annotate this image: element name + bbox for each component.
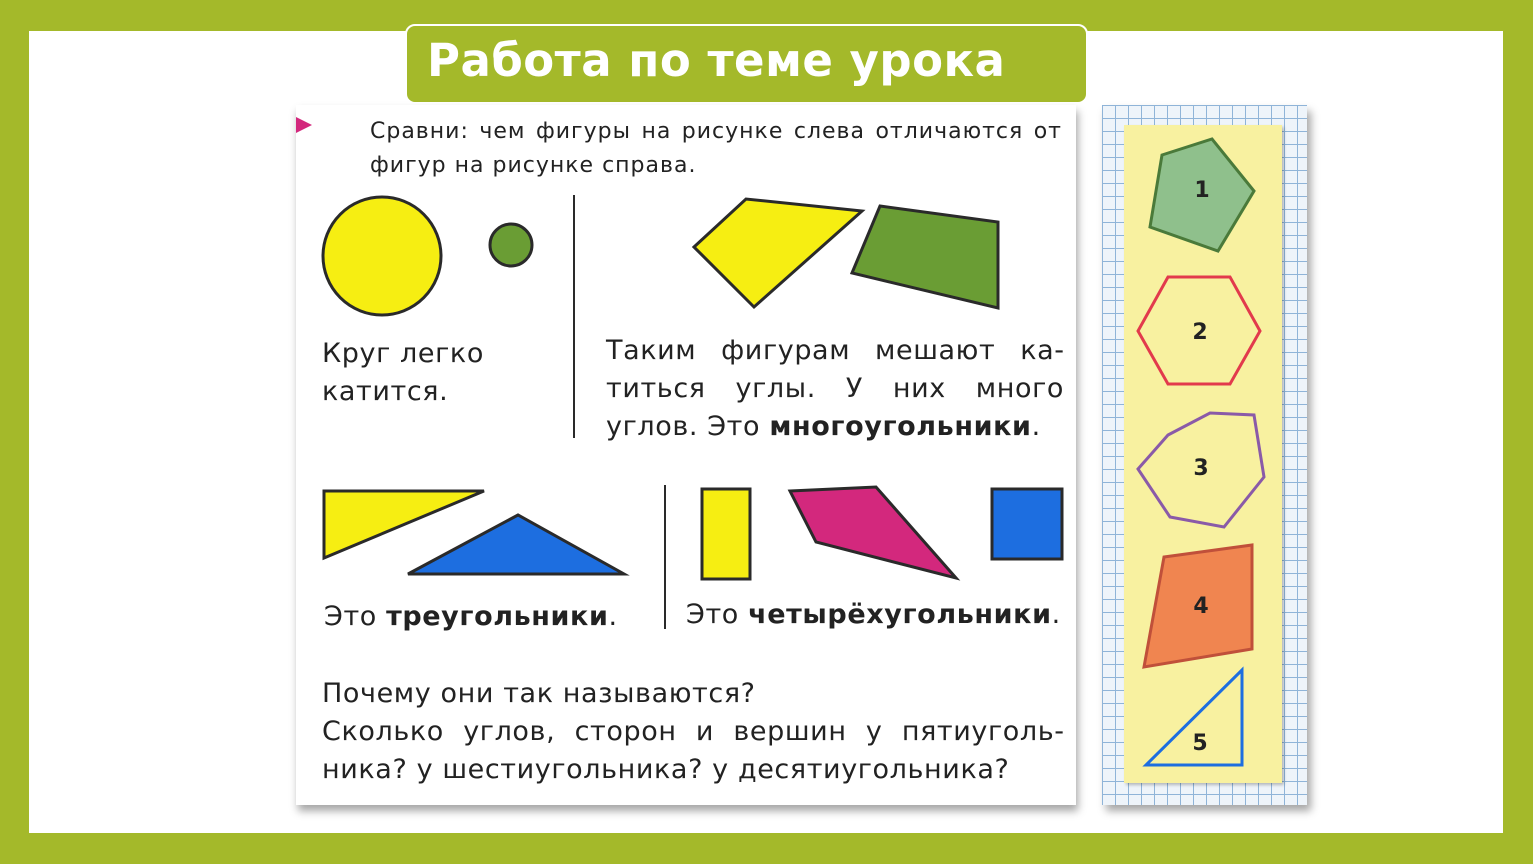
small-green-circle bbox=[490, 224, 532, 266]
triangles-term: треугольники bbox=[386, 601, 609, 632]
quadrilaterals-prefix: Это bbox=[686, 599, 739, 630]
blue-triangle bbox=[408, 515, 624, 574]
quadrilaterals-caption: Это четырёхугольники. bbox=[686, 599, 1061, 630]
numbered-shapes-card bbox=[1124, 125, 1282, 783]
triangles-caption: Это треугольники. bbox=[324, 601, 618, 632]
question-why-named: Почему они так называются? bbox=[322, 678, 756, 709]
blue-square bbox=[992, 489, 1062, 559]
yellow-rectangle bbox=[702, 489, 750, 579]
bullet-marker-icon bbox=[296, 117, 312, 133]
yellow-quadrilateral bbox=[694, 199, 862, 307]
shape-label-5: 5 bbox=[1192, 731, 1208, 756]
numbered-shapes bbox=[1124, 125, 1282, 783]
polygons-caption-text: Таким фигурам мешают катиться углы. У них много углов. Это bbox=[606, 335, 1064, 442]
title-banner bbox=[405, 24, 1088, 104]
circle-caption: Круг легко катится. bbox=[322, 338, 484, 407]
grid-paper-strip bbox=[1102, 105, 1307, 805]
quadrilaterals-term: четырёхугольники bbox=[748, 599, 1052, 630]
polygons-term: многоугольники bbox=[769, 411, 1032, 442]
shape-label-4: 4 bbox=[1193, 594, 1209, 619]
shape-label-2: 2 bbox=[1192, 320, 1208, 345]
pink-quadrilateral bbox=[790, 487, 956, 578]
triangles-prefix: Это bbox=[324, 601, 377, 632]
shape-label-1: 1 bbox=[1194, 178, 1210, 203]
page-title: Работа по теме урока bbox=[427, 34, 1006, 87]
big-yellow-circle bbox=[323, 197, 441, 315]
green-quadrilateral bbox=[852, 206, 998, 308]
shape-label-3: 3 bbox=[1193, 456, 1209, 481]
intro-instruction: Сравни: чем фигуры на рисунке слева отличаются от фигур на рисунке справа. bbox=[370, 119, 1062, 178]
question-count-angles: Сколько углов, сторон и вершин у пятиугольника? у шестиугольника? у десятиугольника? bbox=[322, 716, 1064, 785]
textbook-page bbox=[296, 105, 1076, 805]
polygons-caption: Таким фигурам мешают катиться углы. У них много углов. Это многоугольники. bbox=[606, 335, 1064, 442]
